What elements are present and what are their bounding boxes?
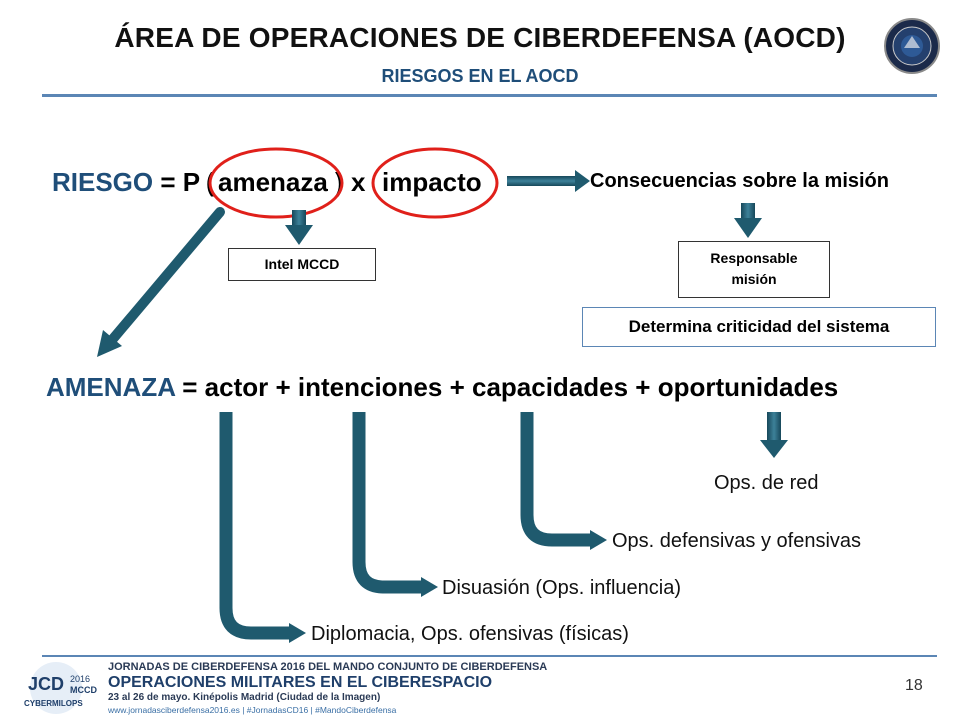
footer-event-title: OPERACIONES MILITARES EN EL CIBERESPACIO (108, 674, 493, 691)
arrow-diagonal-to-amenaza (97, 212, 220, 357)
arrow-to-ops-red (760, 412, 788, 458)
outcome-ops-def-of: Ops. defensivas y ofensivas (612, 530, 862, 552)
arrow-to-responsible (734, 203, 762, 238)
footer-links: www.jornadasciberdefensa2016.es | #JornadasCD16 | #MandoCiberdefensa (108, 705, 397, 715)
svg-text:CYBERMILOPS: CYBERMILOPS (24, 699, 83, 708)
responsible-line1: Responsable (710, 250, 798, 266)
factor-amenaza: amenaza (218, 167, 328, 197)
impacto-highlight-ellipse (373, 149, 497, 217)
arrow-to-disuasion (359, 412, 438, 597)
page-subtitle: RIESGOS EN EL AOCD (381, 66, 579, 86)
riesgo-open-paren: ( (206, 167, 215, 197)
jcd-logo-icon (18, 660, 108, 716)
riesgo-equals: = P (160, 167, 201, 197)
arrow-to-consequences (507, 170, 590, 192)
page-number: 18 (905, 677, 923, 694)
footer-event-date: 23 al 26 de mayo. Kinépolis Madrid (Ciudad de la Imagen) (108, 692, 381, 703)
criticality-box: Determina criticidad del sistema (582, 307, 936, 347)
consequences-label: Consecuencias sobre la misión (590, 170, 889, 192)
outcome-diplomacia: Diplomacia, Ops. ofensivas (físicas) (311, 623, 629, 645)
svg-text:MCCD: MCCD (70, 685, 97, 695)
amenaza-rest: = actor + intenciones + capacidades + oportunidades (182, 372, 839, 402)
outcome-disuasion: Disuasión (Ops. influencia) (442, 577, 681, 599)
riesgo-term: RIESGO (52, 167, 154, 197)
riesgo-close-paren: ) (335, 167, 344, 197)
factor-impacto: impacto (382, 167, 482, 197)
svg-text:JCD: JCD (28, 674, 65, 694)
arrow-to-ops-def-of (527, 412, 607, 550)
svg-text:2016: 2016 (70, 674, 91, 684)
responsible-line2: misión (731, 271, 777, 287)
riesgo-times: x (351, 167, 366, 197)
outcome-ops-red: Ops. de red (714, 472, 819, 494)
arrow-to-diplomacia (226, 412, 306, 643)
footer-event-line: JORNADAS DE CIBERDEFENSA 2016 DEL MANDO CONJUNTO DE CIBERDEFENSA (108, 661, 548, 673)
footer-divider (42, 655, 937, 657)
intel-mccd-box: Intel MCCD (228, 248, 376, 281)
page-title: ÁREA DE OPERACIONES DE CIBERDEFENSA (AOCD) (114, 22, 846, 53)
amenaza-term: AMENAZA (46, 372, 176, 402)
amenaza-highlight-ellipse (210, 149, 342, 217)
